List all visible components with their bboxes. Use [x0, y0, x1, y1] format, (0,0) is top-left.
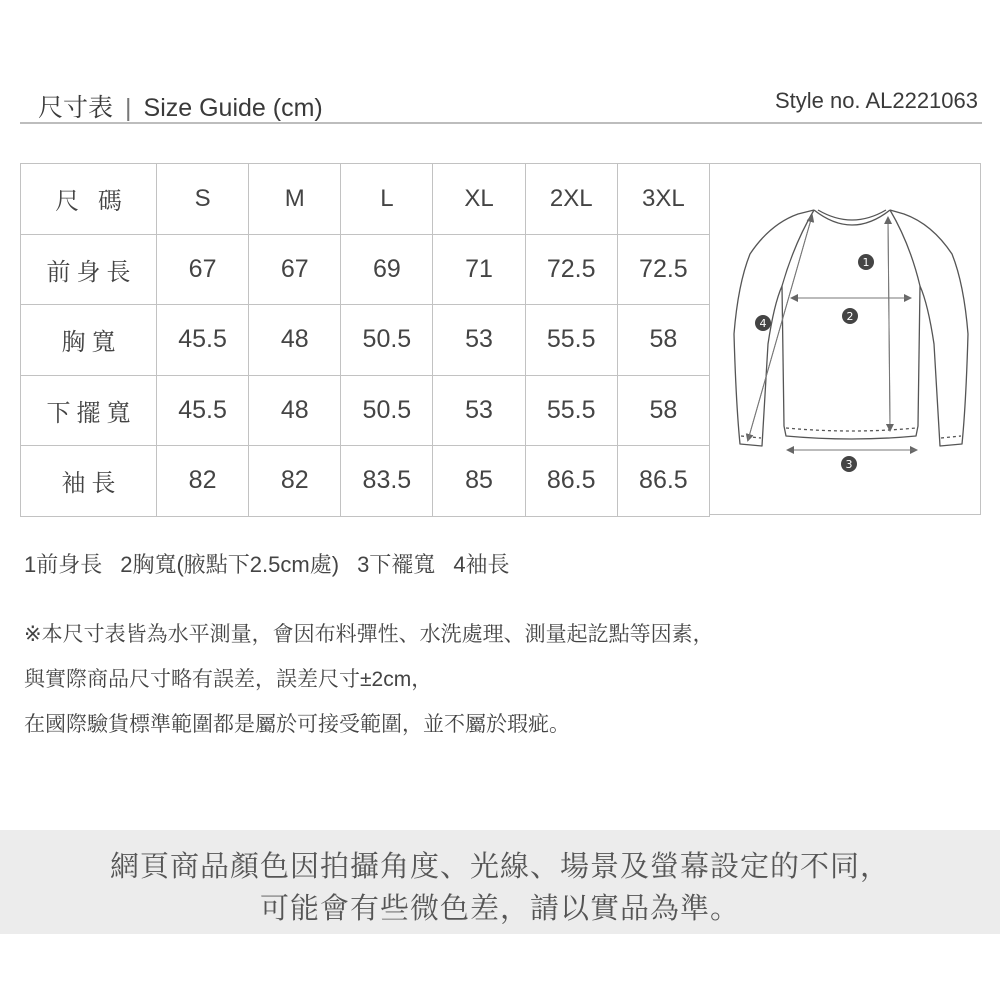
- color-disclaimer-banner: [0, 830, 1000, 934]
- legend-item: 4袖長: [453, 552, 510, 577]
- marker-3-label: 3: [845, 458, 853, 471]
- row-label-sleeve-length: 袖長: [21, 446, 157, 517]
- size-table: [20, 163, 710, 517]
- marker-2-label: 2: [846, 310, 854, 323]
- table-cell: 82: [157, 446, 249, 517]
- table-cell: 58: [617, 305, 709, 376]
- marker-4: [755, 315, 771, 331]
- table-cell: 50.5: [341, 375, 433, 446]
- table-cell: 48: [249, 375, 341, 446]
- size-header-2xl: 2XL: [525, 164, 617, 235]
- page-title: [38, 88, 323, 124]
- title-separator: |: [125, 94, 132, 122]
- row-label-front-length: 前身長: [21, 234, 157, 305]
- table-cell: 72.5: [617, 234, 709, 305]
- table-row: [21, 305, 710, 376]
- table-cell: 82: [249, 446, 341, 517]
- table-cell: 83.5: [341, 446, 433, 517]
- table-row: [21, 446, 710, 517]
- title-chinese: 尺寸表: [38, 94, 114, 122]
- corner-label: 尺 碼: [21, 164, 157, 235]
- table-cell: 71: [433, 234, 525, 305]
- table-cell: 69: [341, 234, 433, 305]
- marker-4-label: 4: [759, 317, 767, 330]
- marker-2: [842, 308, 858, 324]
- row-label-hem-width: 下擺寬: [21, 375, 157, 446]
- legend-item: 2胸寬(腋點下2.5cm處): [120, 552, 340, 577]
- size-guide-header: [20, 80, 982, 124]
- table-header-row: [21, 164, 710, 235]
- size-header-m: M: [249, 164, 341, 235]
- size-header-s: S: [157, 164, 249, 235]
- disclaimer-line-1: 網頁商品顏色因拍攝角度、光線、場景及螢幕設定的不同，: [109, 851, 890, 883]
- disclaimer-line-2: 可能會有些微色差，請以實品為準。: [259, 893, 740, 925]
- table-cell: 53: [433, 305, 525, 376]
- marker-1: [858, 254, 874, 270]
- note-line: 在國際驗貨標準範圍都是屬於可接受範圍，並不屬於瑕疵。: [24, 713, 570, 736]
- size-header-xl: XL: [433, 164, 525, 235]
- title-english: Size Guide (cm): [143, 94, 323, 122]
- table-row: [21, 375, 710, 446]
- table-cell: 48: [249, 305, 341, 376]
- size-header-3xl: 3XL: [617, 164, 709, 235]
- table-cell: 72.5: [525, 234, 617, 305]
- measurement-notes: [24, 618, 714, 753]
- size-header-l: L: [341, 164, 433, 235]
- marker-1-label: 1: [862, 256, 870, 269]
- table-cell: 86.5: [617, 446, 709, 517]
- table-cell: 45.5: [157, 375, 249, 446]
- measurement-diagram: [710, 163, 981, 515]
- row-label-chest-width: 胸寬: [21, 305, 157, 376]
- table-row: [21, 234, 710, 305]
- note-line: ※本尺寸表皆為水平測量，會因布料彈性、水洗處理、測量起訖點等因素，: [24, 623, 714, 646]
- table-cell: 55.5: [525, 305, 617, 376]
- table-cell: 67: [249, 234, 341, 305]
- table-cell: 86.5: [525, 446, 617, 517]
- table-cell: 85: [433, 446, 525, 517]
- table-cell: 45.5: [157, 305, 249, 376]
- measurement-legend: [24, 548, 528, 579]
- legend-item: 3下襬寬: [357, 552, 436, 577]
- marker-3: [841, 456, 857, 472]
- style-number: Style no. AL2221063: [774, 88, 978, 113]
- table-cell: 58: [617, 375, 709, 446]
- long-sleeve-shirt-icon: [710, 164, 981, 516]
- table-cell: 55.5: [525, 375, 617, 446]
- table-cell: 53: [433, 375, 525, 446]
- legend-item: 1前身長: [24, 552, 103, 577]
- table-cell: 67: [157, 234, 249, 305]
- note-line: 與實際商品尺寸略有誤差，誤差尺寸±2cm，: [24, 668, 433, 691]
- table-cell: 50.5: [341, 305, 433, 376]
